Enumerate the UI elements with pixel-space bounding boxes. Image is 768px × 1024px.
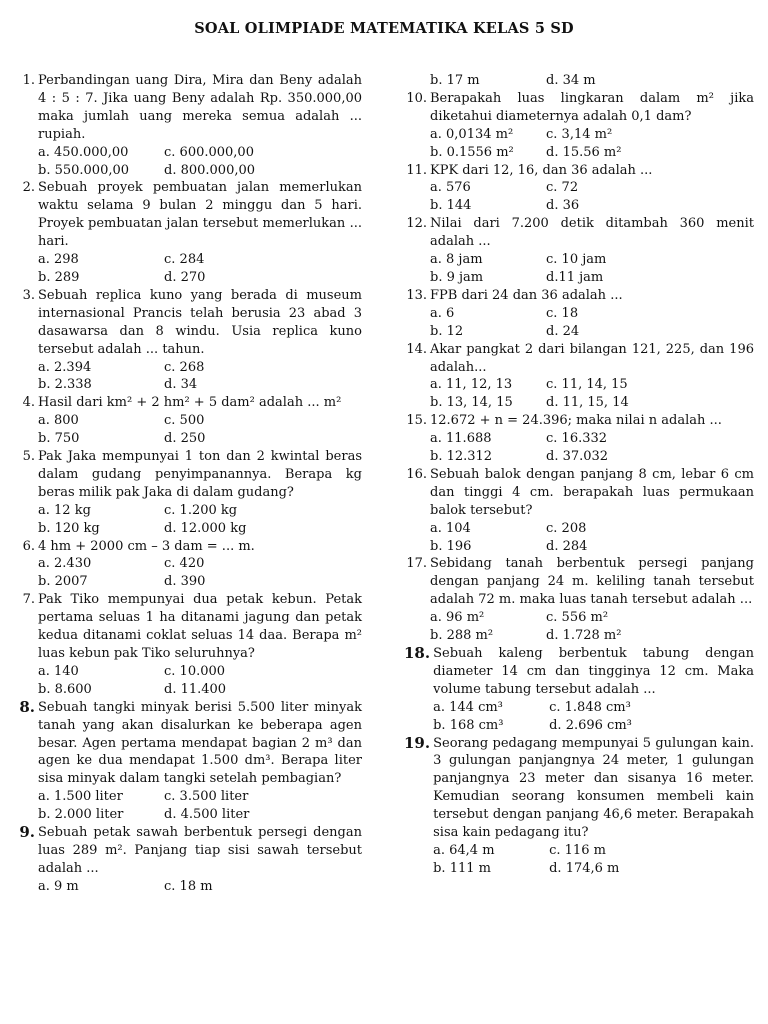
option: a. 96 m² [430,610,485,626]
question-1 [12,72,362,179]
options-row [430,627,754,645]
question-text: Sebuah tangki minyak berisi 5.500 liter minyak tanah yang akan disalurkan ke beberapa agen besar. Agen pertama mendapat bagian 2 m³ dan agen ke dua mendapat 1.500 dm³. Berapa liter sisa minyak dalam tangki setelah pembagian? [38,699,362,787]
options-row [430,144,754,162]
option: c. 1.848 cm³ [549,699,631,715]
left-column [12,72,362,896]
option: d. 11.400 [164,681,227,697]
question-text: Perbandingan uang Dira, Mira dan Beny adalah 4 : 5 : 7. Jika uang Beny adalah Rp. 350.000,00 maka jumlah uang mereka semua adalah ... rupiah. [38,73,362,142]
question-body [38,72,362,179]
question-number: 15. [406,413,427,429]
question-11 [404,162,754,216]
question-number: 18. [404,644,431,662]
options-row [38,663,362,681]
options-row [38,555,362,573]
question-number: 7. [22,592,35,608]
option: c. 556 m² [546,610,609,626]
question-body [430,287,754,341]
options-row [430,179,754,197]
question-body [430,162,754,216]
options-row [430,430,754,448]
question-15 [404,412,754,466]
options-row [430,448,754,466]
options-row [38,430,362,448]
question-text: Sebuah proyek pembuatan jalan memerlukan waktu selama 9 bulan 2 minggu dan 5 hari. Proyek pembuatan jalan tersebut memerlukan ... hari. [38,180,362,250]
question-6 [12,538,362,592]
option: c. 18 m [164,878,213,894]
option: b. 750 [38,431,80,447]
option: c. 3.500 liter [164,789,249,805]
option: d. 11, 15, 14 [546,395,629,411]
option: d. 270 [164,269,206,285]
options-row [433,842,754,860]
option: b. 17 m [430,73,480,88]
question-number: 12. [406,216,427,232]
option: a. 11, 12, 13 [430,377,513,393]
option: b. 289 [38,269,80,285]
options-row [38,878,362,896]
question-text: Sebuah petak sawah berbentuk persegi dengan luas 289 m². Panjang tiap sisi sawah tersebut adalah ... [38,825,362,876]
question-body [430,555,754,645]
option: b. 2.000 liter [38,807,124,823]
options-row [38,359,362,377]
question-3 [12,287,362,394]
options-row [430,538,754,556]
options-row [433,699,754,717]
question-4 [12,394,362,448]
question-9 [12,824,362,896]
option: b. 144 [430,198,472,214]
option: b. 9 jam [430,269,484,285]
question-text: FPB dari 24 dan 36 adalah ... [430,287,623,303]
question-17 [404,555,754,645]
option: a. 2.430 [38,556,92,572]
question-number: 5. [22,449,35,465]
option: b. 0.1556 m² [430,144,514,160]
question-number: 2. [22,180,35,196]
question-18 [404,645,754,735]
question-number: 6. [22,538,35,554]
question-text: Seorang pedagang mempunyai 5 gulungan kain. 3 gulungan panjangnya 24 meter, 1 gulungan panjangnya 23 meter dan sisanya 16 meter. Kemudian seorang konsumen membeli kain tersebut dengan panjang 46,6 meter. Berapakah sisa kain pedagang itu? [433,735,754,841]
question-5 [12,448,362,538]
options-row [430,305,754,323]
question-body [38,538,362,592]
question-number: 10. [406,90,427,106]
option: a. 12 kg [38,502,91,518]
option: a. 450.000,00 [38,144,129,160]
options-row [430,394,754,412]
question-16 [404,466,754,556]
question-body [430,466,754,556]
question-text: Sebuah kaleng berbentuk tabung dengan diameter 14 cm dan tingginya 12 cm. Maka volume tabung tersebut adalah ... [433,646,754,697]
options-row [38,520,362,538]
question-number: 14. [406,341,427,357]
question-number: 4. [22,395,35,411]
option: d. 12.000 kg [164,520,247,536]
question-body [38,699,362,824]
question-text: 12.672 + n = 24.396; maka nilai n adalah ... [430,413,722,429]
option: c. 18 [546,305,579,321]
question-text: Nilai dari 7.200 detik ditambah 360 menit adalah ... [430,216,754,250]
question-text: Sebuah balok dengan panjang 8 cm, lebar 6 cm dan tinggi 4 cm. berapakah luas permukaan balok tersebut? [430,466,754,518]
option: d. 250 [164,431,206,447]
question-body [430,215,754,287]
page-title: SOAL OLIMPIADE MATEMATIKA KELAS 5 SD [194,20,574,37]
option: a. 11.688 [430,431,492,447]
question-number: 16. [406,466,427,482]
question-body [430,90,754,162]
question-body [38,448,362,538]
question-19 [404,735,754,878]
question-body [433,735,754,878]
option: c. 3,14 m² [546,126,613,142]
question-14 [404,341,754,413]
option: d. 174,6 m [549,860,620,876]
option: c. 10.000 [164,663,226,679]
option: d. 34 m [546,73,596,88]
question-text: 4 hm + 2000 cm – 3 dam = ... m. [38,538,255,554]
option: a. 576 [430,180,471,196]
options-row [430,376,754,394]
question-body [38,287,362,394]
question-number: 1. [22,73,35,88]
options-row [430,609,754,627]
question-text: KPK dari 12, 16, dan 36 adalah ... [430,162,653,178]
option: a. 0,0134 m² [430,126,514,142]
option: a. 8 jam [430,252,483,268]
question-body [38,394,362,448]
options-row [430,126,754,144]
question-number: 8. [19,697,35,716]
option: a. 800 [38,413,79,429]
option: d. 800.000,00 [164,162,256,178]
options-row [430,520,754,538]
question-12 [404,215,754,287]
question-body [38,179,362,286]
option: a. 298 [38,252,79,268]
question-body [430,341,754,413]
question-number: 9. [19,823,35,842]
option: c. 284 [164,252,205,268]
options-row [38,144,362,162]
option: d. 15.56 m² [546,144,622,160]
question-text: Sebidang tanah berbentuk persegi panjang dengan panjang 24 m. keliling tanah tersebut adalah 72 m. maka luas tanah tersebut adalah ... [430,556,754,608]
option: c. 600.000,00 [164,144,254,160]
option: b. 550.000,00 [38,162,130,178]
option: c. 268 [164,359,205,375]
question-text: Akar pangkat 2 dari bilangan 121, 225, dan 196 adalah... [430,341,754,375]
options-row [38,806,362,824]
option: a. 2.394 [38,359,92,375]
options-row [38,412,362,430]
option: c. 72 [546,180,579,196]
options-row [38,376,362,394]
question-9-options-continued [404,72,754,90]
option: d. 34 [164,377,198,393]
option: d.11 jam [546,269,604,285]
options-row [38,251,362,269]
question-text: Pak Jaka mempunyai 1 ton dan 2 kwintal beras dalam gudang penyimpanannya. Berapa kg beras milik pak Jaka di dalam gudang? [38,449,362,500]
option: c. 208 [546,520,587,536]
options-row [38,162,362,180]
question-number: 13. [406,287,427,303]
option: b. 288 m² [430,628,494,644]
option: d. 2.696 cm³ [549,717,632,733]
option: a. 104 [430,520,471,536]
option: d. 4.500 liter [164,807,250,823]
option: d. 390 [164,574,206,590]
question-body [430,412,754,466]
options-row [38,573,362,591]
option: a. 9 m [38,878,79,894]
question-text: Berapakah luas lingkaran dalam m² jika diketahui diameternya adalah 0,1 dam? [430,90,754,124]
question-text: Sebuah replica kuno yang berada di museum internasional Prancis telah berusia 23 abad 3 dasawarsa dan 8 windu. Usia replica kuno tersebut adalah ... tahun. [38,287,362,357]
option: a. 140 [38,663,79,679]
question-body [433,645,754,735]
option: b. 196 [430,538,472,554]
options-row [430,323,754,341]
options-row [433,860,754,878]
options-row [38,502,362,520]
option: d. 37.032 [546,449,609,465]
option: c. 420 [164,556,205,572]
option: c. 1.200 kg [164,502,238,518]
option: b. 13, 14, 15 [430,395,513,411]
options-row [430,269,754,287]
options-row [433,717,754,735]
option: c. 10 jam [546,252,607,268]
question-number: 17. [406,556,427,572]
question-7 [12,591,362,698]
option: c. 11, 14, 15 [546,377,628,393]
option: c. 16.332 [546,431,608,447]
question-13 [404,287,754,341]
question-text: Pak Tiko mempunyai dua petak kebun. Petak pertama seluas 1 ha ditanami jagung dan petak kedua ditanami coklat seluas 14 daa. Berapa m² luas kebun pak Tiko seluruhnya? [38,592,362,661]
question-number: 11. [406,162,427,178]
right-column [404,72,754,878]
option: b. 120 kg [38,520,100,536]
options-row [430,251,754,269]
option: d. 36 [546,198,580,214]
option: a. 1.500 liter [38,789,123,805]
options-row [38,681,362,699]
option: b. 8.600 [38,681,92,697]
option: a. 144 cm³ [433,699,503,715]
option: b. 12 [430,323,464,339]
option: d. 24 [546,323,580,339]
options-row [38,788,362,806]
option: b. 2007 [38,574,88,590]
question-10 [404,90,754,162]
option: d. 1.728 m² [546,628,622,644]
option: a. 6 [430,305,455,321]
options-row [38,269,362,287]
question-number: 19. [404,733,431,752]
option: c. 500 [164,413,205,429]
options-row [430,197,754,215]
question-number: 3. [22,287,35,303]
option: b. 12.312 [430,449,493,465]
question-body [38,591,362,698]
option: b. 111 m [433,860,491,876]
question-2 [12,179,362,286]
option: d. 284 [546,538,588,554]
option: b. 2.338 [38,377,92,393]
option: b. 168 cm³ [433,717,504,733]
question-body [38,824,362,896]
option: c. 116 m [549,842,606,858]
question-8 [12,699,362,824]
question-text: Hasil dari km² + 2 hm² + 5 dam² adalah ... m² [38,395,342,411]
option: a. 64,4 m [433,842,495,858]
